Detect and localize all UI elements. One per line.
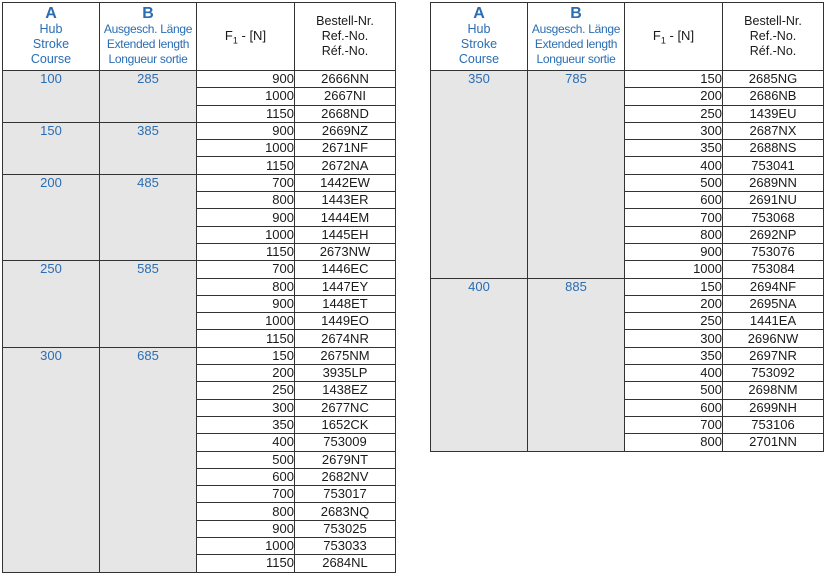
force-value: 350 bbox=[197, 416, 295, 433]
header-row bbox=[3, 3, 396, 71]
order-number: 2682NV bbox=[295, 468, 396, 485]
header-b-letter: B bbox=[142, 5, 154, 22]
force-value: 150 bbox=[625, 278, 723, 295]
header-b-line: Ausgesch. Länge bbox=[103, 22, 193, 36]
force-value: 800 bbox=[625, 434, 723, 451]
header-ref-line: Réf.-No. bbox=[749, 44, 797, 58]
force-value: 250 bbox=[625, 105, 723, 122]
order-number: 1441EA bbox=[723, 313, 824, 330]
force-value: 1150 bbox=[197, 157, 295, 174]
header-order-number bbox=[295, 3, 396, 71]
order-number: 2677NC bbox=[295, 399, 396, 416]
order-number: 753092 bbox=[723, 365, 824, 382]
force-value: 400 bbox=[625, 157, 723, 174]
header-force bbox=[625, 3, 723, 71]
force-value: 500 bbox=[197, 451, 295, 468]
table-row bbox=[3, 122, 396, 139]
force-value: 900 bbox=[197, 209, 295, 226]
header-ref-line: Ref.-No. bbox=[749, 29, 797, 43]
table-row bbox=[3, 347, 396, 364]
header-a-line: Course bbox=[458, 52, 500, 66]
order-number: 2695NA bbox=[723, 295, 824, 312]
order-number: 2688NS bbox=[723, 140, 824, 157]
force-value: 350 bbox=[625, 347, 723, 364]
header-ref-line: Ref.-No. bbox=[321, 29, 369, 43]
force-value: 900 bbox=[197, 122, 295, 139]
force-value: 1000 bbox=[197, 226, 295, 243]
force-value: 700 bbox=[197, 174, 295, 191]
force-value: 600 bbox=[625, 192, 723, 209]
order-number: 2685NG bbox=[723, 71, 824, 88]
order-number: 2691NU bbox=[723, 192, 824, 209]
force-value: 500 bbox=[625, 174, 723, 191]
force-value: 150 bbox=[197, 347, 295, 364]
header-a-letter: A bbox=[473, 5, 485, 22]
order-number: 1446EC bbox=[295, 261, 396, 278]
force-value: 1150 bbox=[197, 243, 295, 260]
order-number: 1652CK bbox=[295, 416, 396, 433]
force-value: 800 bbox=[197, 503, 295, 520]
force-value: 1000 bbox=[197, 313, 295, 330]
force-value: 500 bbox=[625, 382, 723, 399]
order-number: 2674NR bbox=[295, 330, 396, 347]
force-value: 700 bbox=[625, 209, 723, 226]
order-number: 753106 bbox=[723, 416, 824, 433]
order-number: 2667NI bbox=[295, 88, 396, 105]
order-number: 1445EH bbox=[295, 226, 396, 243]
force-value: 1000 bbox=[197, 140, 295, 157]
force-value: 1000 bbox=[625, 261, 723, 278]
order-number: 1439EU bbox=[723, 105, 824, 122]
force-value: 700 bbox=[197, 261, 295, 278]
order-number: 2692NP bbox=[723, 226, 824, 243]
right-spec-table bbox=[430, 2, 824, 452]
force-value: 250 bbox=[197, 382, 295, 399]
extended-length-value: 785 bbox=[528, 71, 625, 279]
order-number: 753009 bbox=[295, 434, 396, 451]
extended-length-value: 485 bbox=[100, 174, 197, 260]
order-number: 2666NN bbox=[295, 71, 396, 88]
force-value: 200 bbox=[197, 365, 295, 382]
force-value: 600 bbox=[625, 399, 723, 416]
order-number: 3935LP bbox=[295, 365, 396, 382]
order-number: 2701NN bbox=[723, 434, 824, 451]
force-value: 800 bbox=[197, 192, 295, 209]
header-stroke bbox=[431, 3, 528, 71]
force-value: 250 bbox=[625, 313, 723, 330]
stroke-value: 350 bbox=[431, 71, 528, 279]
order-number: 1443ER bbox=[295, 192, 396, 209]
force-value: 300 bbox=[197, 399, 295, 416]
order-number: 2675NM bbox=[295, 347, 396, 364]
force-value: 400 bbox=[625, 365, 723, 382]
order-number: 1447EY bbox=[295, 278, 396, 295]
header-a-letter: A bbox=[45, 5, 57, 22]
order-number: 2689NN bbox=[723, 174, 824, 191]
stroke-value: 100 bbox=[3, 71, 100, 123]
stroke-value: 300 bbox=[3, 347, 100, 572]
extended-length-value: 285 bbox=[100, 71, 197, 123]
table-row bbox=[3, 174, 396, 191]
header-b-line: Longueur sortie bbox=[536, 52, 616, 66]
left-spec-table bbox=[2, 2, 396, 573]
force-value: 900 bbox=[197, 520, 295, 537]
order-number: 2669NZ bbox=[295, 122, 396, 139]
order-number: 753068 bbox=[723, 209, 824, 226]
force-value: 1000 bbox=[197, 88, 295, 105]
order-number: 2697NR bbox=[723, 347, 824, 364]
stroke-value: 200 bbox=[3, 174, 100, 260]
extended-length-value: 585 bbox=[100, 261, 197, 347]
order-number: 753076 bbox=[723, 243, 824, 260]
header-b-line: Ausgesch. Länge bbox=[531, 22, 621, 36]
force-value: 300 bbox=[625, 122, 723, 139]
header-ref-line: Réf.-No. bbox=[321, 44, 369, 58]
force-value: 800 bbox=[625, 226, 723, 243]
header-a-line: Stroke bbox=[460, 37, 498, 51]
order-number: 2679NT bbox=[295, 451, 396, 468]
stroke-value: 150 bbox=[3, 122, 100, 174]
force-value: 400 bbox=[197, 434, 295, 451]
force-value: 800 bbox=[197, 278, 295, 295]
force-value: 1150 bbox=[197, 330, 295, 347]
force-value: 700 bbox=[625, 416, 723, 433]
extended-length-value: 885 bbox=[528, 278, 625, 451]
order-number: 753017 bbox=[295, 486, 396, 503]
header-force-symbol: F bbox=[224, 27, 233, 43]
table-row bbox=[3, 71, 396, 88]
force-value: 900 bbox=[625, 243, 723, 260]
header-b-line: Longueur sortie bbox=[108, 52, 188, 66]
order-number: 2684NL bbox=[295, 555, 396, 572]
extended-length-value: 685 bbox=[100, 347, 197, 572]
order-number: 2686NB bbox=[723, 88, 824, 105]
force-value: 200 bbox=[625, 295, 723, 312]
header-b-letter: B bbox=[570, 5, 582, 22]
force-value: 150 bbox=[625, 71, 723, 88]
header-b-line: Extended length bbox=[534, 37, 618, 51]
force-value: 900 bbox=[197, 71, 295, 88]
force-value: 350 bbox=[625, 140, 723, 157]
stroke-value: 400 bbox=[431, 278, 528, 451]
header-order-number bbox=[723, 3, 824, 71]
order-number: 2668ND bbox=[295, 105, 396, 122]
order-number: 1449EO bbox=[295, 313, 396, 330]
stroke-value: 250 bbox=[3, 261, 100, 347]
force-value: 700 bbox=[197, 486, 295, 503]
header-row bbox=[431, 3, 824, 71]
header-stroke bbox=[3, 3, 100, 71]
order-number: 1444EM bbox=[295, 209, 396, 226]
extended-length-value: 385 bbox=[100, 122, 197, 174]
header-force-symbol: F bbox=[652, 27, 661, 43]
table-row bbox=[431, 71, 824, 88]
header-a-line: Stroke bbox=[32, 37, 70, 51]
header-ref-line: Bestell-Nr. bbox=[316, 14, 374, 28]
force-value: 1000 bbox=[197, 538, 295, 555]
header-b-line: Extended length bbox=[106, 37, 190, 51]
header-extended-length bbox=[528, 3, 625, 71]
order-number: 2683NQ bbox=[295, 503, 396, 520]
order-number: 2699NH bbox=[723, 399, 824, 416]
force-value: 900 bbox=[197, 295, 295, 312]
force-value: 600 bbox=[197, 468, 295, 485]
order-number: 2687NX bbox=[723, 122, 824, 139]
header-force-unit: - [N] bbox=[665, 27, 695, 43]
order-number: 753041 bbox=[723, 157, 824, 174]
force-value: 1150 bbox=[197, 555, 295, 572]
header-ref-line: Bestell-Nr. bbox=[744, 14, 802, 28]
header-extended-length bbox=[100, 3, 197, 71]
order-number: 1448ET bbox=[295, 295, 396, 312]
order-number: 1442EW bbox=[295, 174, 396, 191]
order-number: 1438EZ bbox=[295, 382, 396, 399]
header-force-subscript: 1 bbox=[232, 35, 238, 46]
force-value: 200 bbox=[625, 88, 723, 105]
order-number: 2672NA bbox=[295, 157, 396, 174]
order-number: 753025 bbox=[295, 520, 396, 537]
order-number: 753033 bbox=[295, 538, 396, 555]
header-a-line: Hub bbox=[39, 22, 63, 36]
header-a-line: Hub bbox=[467, 22, 491, 36]
order-number: 2671NF bbox=[295, 140, 396, 157]
order-number: 753084 bbox=[723, 261, 824, 278]
order-number: 2673NW bbox=[295, 243, 396, 260]
table-row bbox=[3, 261, 396, 278]
header-force-subscript: 1 bbox=[660, 35, 666, 46]
order-number: 2696NW bbox=[723, 330, 824, 347]
force-value: 1150 bbox=[197, 105, 295, 122]
header-force-unit: - [N] bbox=[237, 27, 267, 43]
order-number: 2694NF bbox=[723, 278, 824, 295]
header-force bbox=[197, 3, 295, 71]
order-number: 2698NM bbox=[723, 382, 824, 399]
force-value: 300 bbox=[625, 330, 723, 347]
header-a-line: Course bbox=[30, 52, 72, 66]
table-row bbox=[431, 278, 824, 295]
